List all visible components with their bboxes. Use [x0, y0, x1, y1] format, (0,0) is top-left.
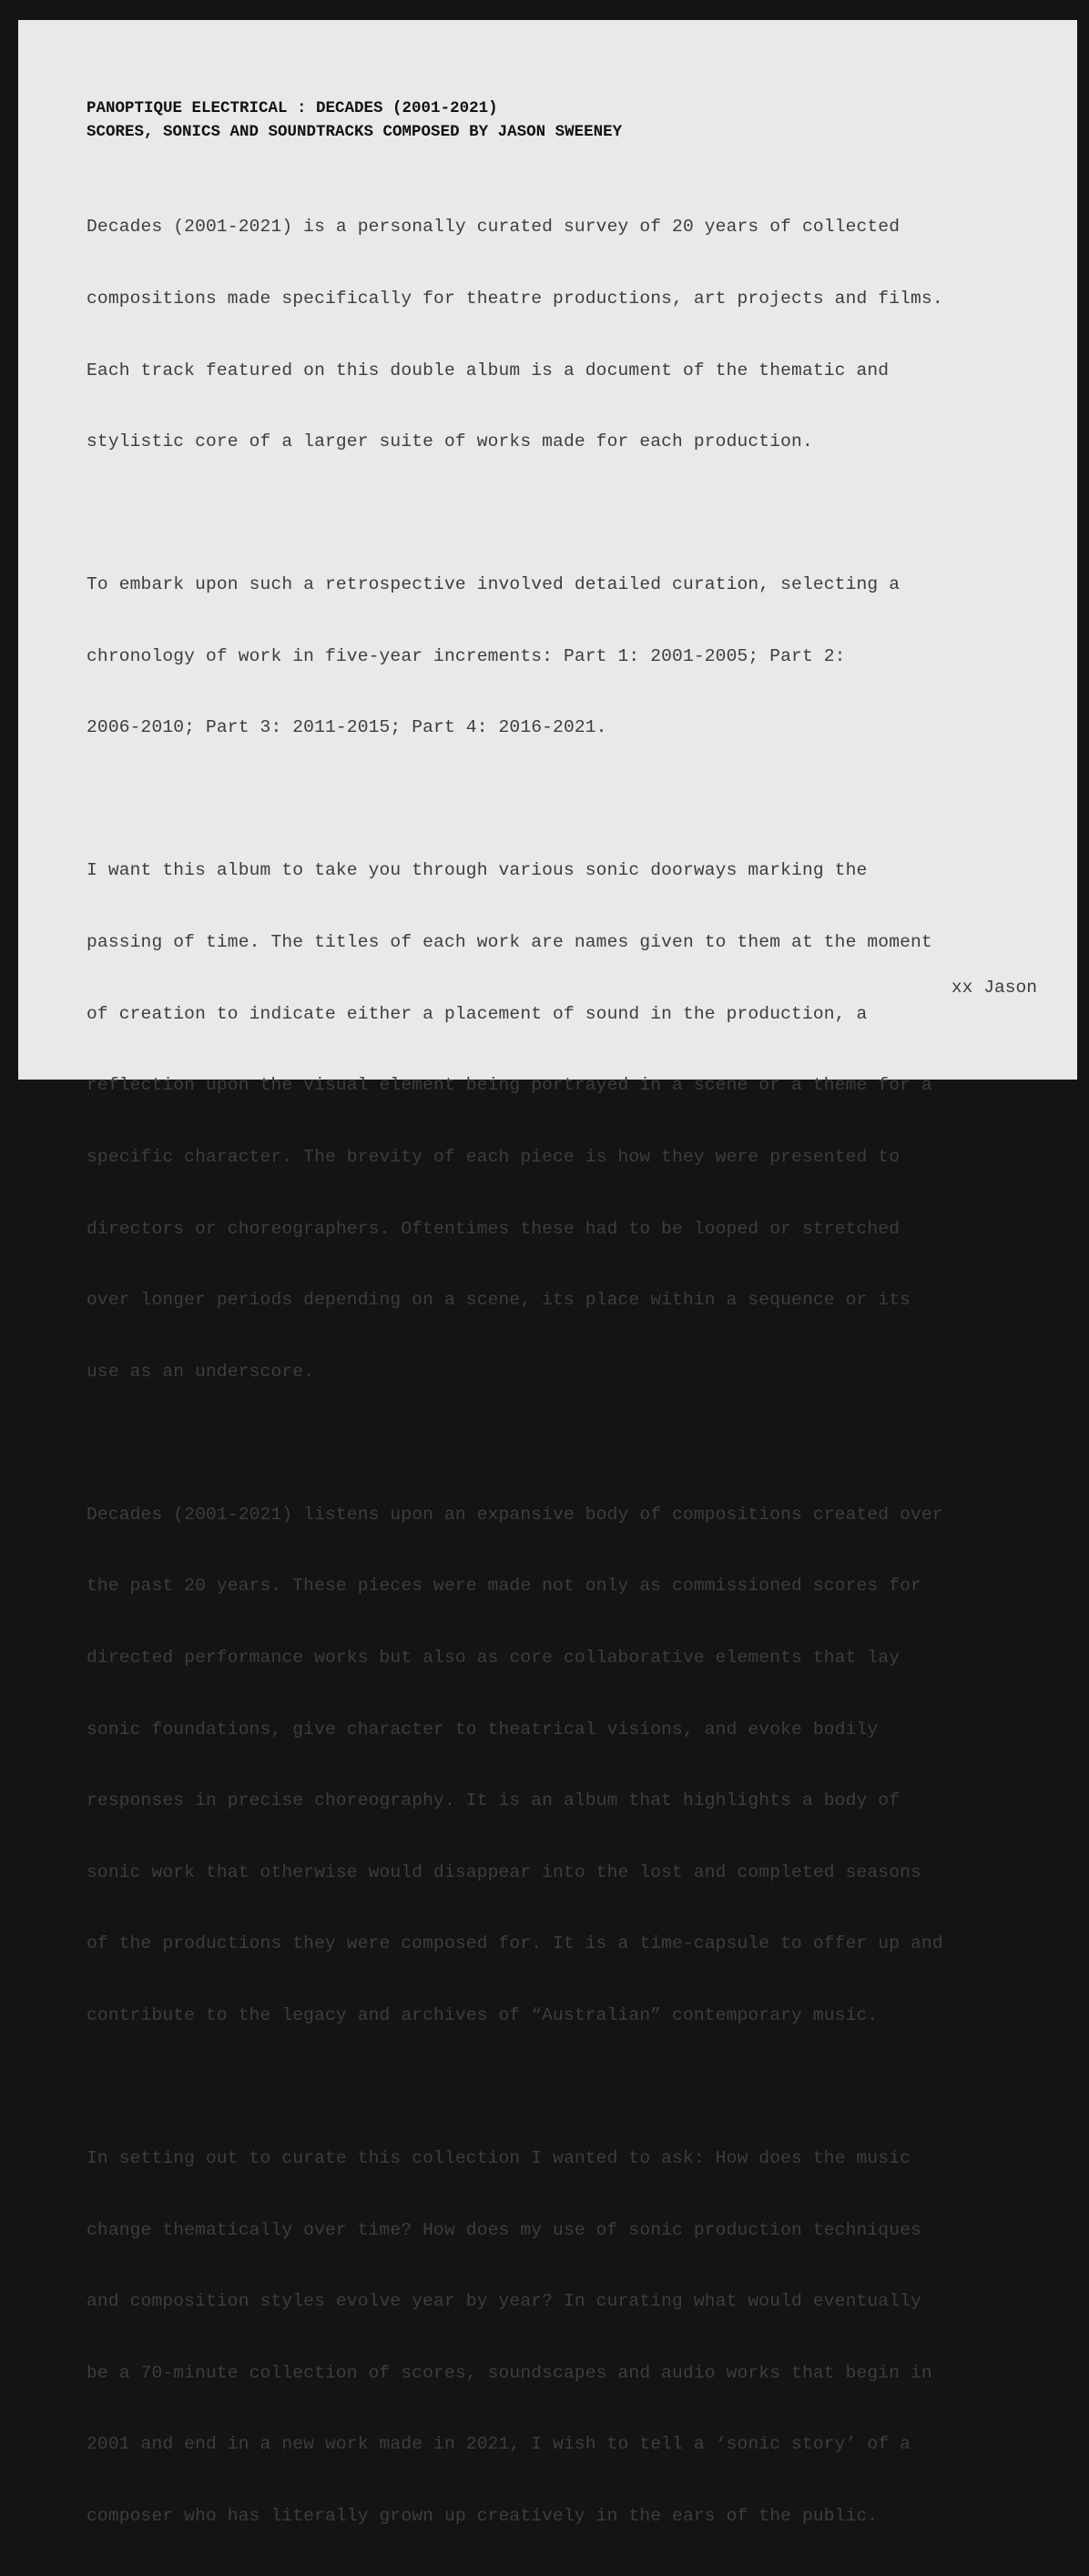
text-line: directors or choreographers. Oftentimes these had to be looped or stretched: [87, 1218, 901, 1239]
paragraph-listens: [87, 1455, 1043, 2074]
text-line: 2001 and end in a new work made in 2021, I wish to tell a ‘sonic story’ of a: [87, 2434, 911, 2455]
text-line: passing of time. The titles of each work are names given to them at the moment: [87, 932, 932, 953]
liner-notes-content: [87, 96, 1043, 2576]
text-line: To embark upon such a retrospective involved detailed curation, selecting a: [87, 574, 901, 595]
text-line: chronology of work in five-year increments: Part 1: 2001-2005; Part 2:: [87, 645, 846, 666]
text-line: compositions made specifically for theatre productions, art projects and films.: [87, 289, 943, 309]
text-line: change thematically over time? How does my use of sonic production techniques: [87, 2219, 921, 2240]
paragraph-curation: [87, 2099, 1043, 2576]
text-line: 2006-2010; Part 3: 2011-2015; Part 4: 2016-2021.: [87, 717, 607, 738]
text-line: contribute to the legacy and archives of “Australian” contemporary music.: [87, 2005, 879, 2026]
text-line: In setting out to curate this collection I wanted to ask: How does the music: [87, 2148, 911, 2169]
text-line: sonic work that otherwise would disappear into the lost and completed seasons: [87, 1861, 921, 1882]
text-line: directed performance works but also as core collaborative elements that lay: [87, 1647, 901, 1668]
text-line: of the productions they were composed for. It is a time-capsule to offer up and: [87, 1933, 943, 1954]
text-line: composer who has literally grown up creatively in the ears of the public.: [87, 2506, 879, 2527]
liner-notes-sheet: [18, 20, 1077, 2527]
album-title: PANOPTIQUE ELECTRICAL : DECADES (2001-2021): [87, 99, 498, 117]
text-line: Decades (2001-2021) listens upon an expansive body of compositions created over: [87, 1504, 943, 1525]
text-line: and composition styles evolve year by year? In curating what would eventually: [87, 2291, 921, 2312]
signoff: xx Jason: [951, 978, 1037, 998]
text-line: over longer periods depending on a scene, its place within a sequence or its: [87, 1290, 911, 1311]
text-line: be a 70-minute collection of scores, soundscapes and audio works that begin in: [87, 2362, 932, 2383]
text-line: responses in precise choreography. It is an album that highlights a body of: [87, 1790, 901, 1811]
text-line: reflection upon the visual element being portrayed in a scene or a theme for a: [87, 1075, 932, 1096]
text-line: of creation to indicate either a placement of sound in the production, a: [87, 1003, 868, 1024]
text-line: sonic foundations, give character to theatrical visions, and evoke bodily: [87, 1719, 879, 1739]
paragraph-intro: [87, 167, 1043, 502]
text-line: stylistic core of a larger suite of works made for each production.: [87, 431, 813, 452]
text-line: use as an underscore.: [87, 1361, 315, 1382]
text-line: the past 20 years. These pieces were made not only as commissioned scores for: [87, 1576, 921, 1597]
paragraph-doorways: [87, 811, 1043, 1431]
paragraph-chronology: [87, 525, 1043, 787]
text-line: specific character. The brevity of each piece is how they were presented to: [87, 1146, 901, 1167]
text-line: Decades (2001-2021) is a personally curated survey of 20 years of collected: [87, 217, 901, 238]
text-line: I want this album to take you through various sonic doorways marking the: [87, 860, 868, 881]
text-line: Each track featured on this double album is a document of the thematic and: [87, 360, 890, 380]
album-subtitle: SCORES, SONICS AND SOUNDTRACKS COMPOSED BY JASON SWEENEY: [87, 123, 623, 141]
